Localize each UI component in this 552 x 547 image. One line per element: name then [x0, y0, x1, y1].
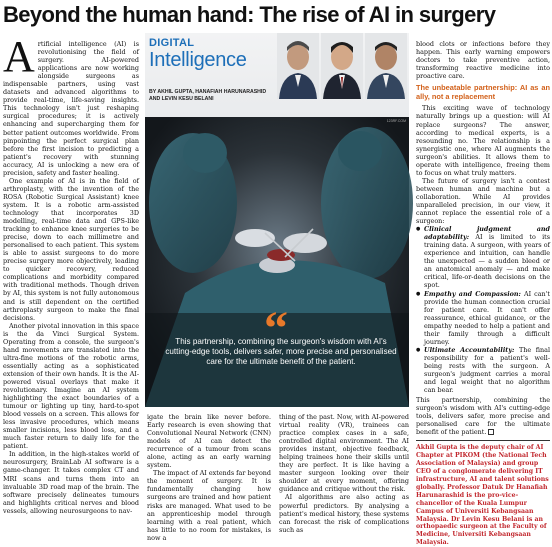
bullet-list [416, 225, 550, 394]
end-mark-icon [488, 429, 494, 435]
paragraph: thing of the past. Now, with AI-powered virtual reality (VR), trainees can practice complex cases in a safe, controlled digital environment. The AI provides instant, objective feedback, helping trainees hone their skills until they are perfect. It is like having a master surgeon looking over their shoulder at every moment, offering guidance and critique without the risk. [279, 413, 409, 494]
author-portrait [277, 33, 319, 99]
paragraph: One example of AI is in the field of arthroplasty, with the invention of the ROSA (Robotic Surgical Assistant) knee system. It is a robotic arm-assisted technology that incorporates 3D modelling, real-time data and GPS-like tracking to enhance knee surgeries to be precise, down to each millimetre and personalised to each patient. This system is able to assist surgeons to do more precise surgery more objectively, leading to quicker recovery, reduced complications and morbidity compared with traditional methods. Though driven by AI, this system is not fully autonomous and is still dependent on the certified arthroplasty surgeon to make the final decisions. [3, 176, 139, 322]
paragraph: blood clots or infections before they happen. This early warning empowers doctors to take preventive action, transforming reactive medicine into proactive care. [416, 40, 550, 81]
article-column-3 [279, 413, 409, 534]
paragraph: Artificial intelligence (AI) is revolutionising the field of surgery. AI-powered applications are now working alongside surgeons as indispensable partners, using vast datasets and advanced algorithms to provide real-time, life-saving insights. This technology isn't just reshaping surgical procedures; it is actively enhancing and supercharging them for better patient outcomes worldwide. From pinpointing the perfect surgical plan before the first incision to predicting a patient's recovery with stunning accuracy, AI is unlocking a new era of precision, safety and faster healing. [3, 32, 139, 177]
author-portrait [365, 33, 407, 99]
paragraph: Another pivotal innovation in this space is the da Vinci Surgical System. Operating from a console, the surgeon's hand movements are translated into the ultra-fine motions of the robotic arms, essentially acting as a sophisticated extension of their own hands. It is the AI-powered visual overlays that make it revolutionary. Imagine an AI system highlighting the exact boundaries of a tumour or lighting up tiny, hard-to-spot blood vessels on a screen. This allows for less invasive procedures, which means smaller incisions, less blood loss, and a much faster return to daily life for the patient. [3, 321, 139, 451]
list-item: ● Ultimate Accountability: The final responsibility for a patient's well-being rests with the surgeon. A surgeon's judgment carries a moral and legal weight that no algorithm can bear. [416, 346, 550, 394]
pull-quote: This partnership, combining the surgeon's wisdom with AI's cutting-edge tools, delivers safer, more precise and personalised care for the ultimate benefit of the patient. [165, 337, 397, 367]
list-item: ● Empathy and Compassion: AI can't provide the human connection crucial for patient care. It can't offer reassurance, ethical guidance, or the empathy needed to help a patient and their family through a difficult journey. [416, 290, 550, 346]
paragraph: In addition, in the high-stakes world of neurosurgery, BrainLab AI software is a game-changer. It takes complex CT and MRI scans and turns them into an invaluable 3D road map of the brain. The software precisely delineates tumours and highlights critical nerves and blood vessels, allowing neurosurgeons to nav- [3, 450, 139, 515]
paragraph: igate the brain like never before. Early research is even showing that Convolutional Neural Network (CNN) models of AI can detect the recurrence of a tumour from scans alone, acting as an early warning system. [147, 413, 271, 470]
image-credit: 123RF.COM [386, 119, 406, 123]
surgery-photo [145, 33, 409, 407]
paragraph: The future of surgery isn't a contest between human and machine but a collaboration. While AI provides unparalleled precision, in our view, it cannot replace the essential role of a surgeon: [416, 176, 550, 226]
quote-mark-icon: “ [264, 302, 288, 355]
article-column-2 [147, 413, 271, 542]
paragraph: AI algorithms are also acting as powerful predictors. By analysing a patient's medical history, these systems can forecast the risk of complications such as [279, 493, 409, 534]
author-portrait [321, 33, 363, 99]
column-title: Intelligence [149, 49, 247, 71]
byline: BY AKHIL GUPTA, HANAFIAH HARUNARASHID AND LEVIN KESU BELANI [149, 89, 267, 102]
column-header [145, 33, 409, 117]
dropcap: A [3, 32, 35, 81]
paragraph: This exciting wave of technology naturally brings up a question: will AI replace surgeons? The answer, according to medical experts, is a resounding no. The relationship is a synergistic one, where AI augments the surgeon's abilities. It allows them to operate with intelligence, freeing them to focus on what truly matters. [416, 104, 550, 177]
subheading: The unbeatable partnership: AI as an ally, not a replacement [416, 83, 550, 101]
paragraph: The impact of AI extends far beyond the moment of surgery. It is fundamentally changing how surgeons are trained and how patient risks are managed. What used to be an apprenticeship model through learning with a real patient, which has little to no room for mistakes, is now a [147, 469, 271, 542]
headline: Beyond the human hand: The rise of AI in surgery [3, 2, 496, 27]
article-column-4 [416, 40, 550, 547]
column-title-small: DIGITAL [149, 37, 195, 49]
list-item: ● Clinical judgment and adaptability: AI is limited to its training data. A surgeon, with years of experience and intuition, can handle the unexpected — a sudden bleed or an anatomical anomaly — and make critical, life-or-death decisions on the spot. [416, 225, 550, 289]
article-column-1 [3, 32, 139, 515]
paragraph: This partnership, combining the surgeon's wisdom with AI's cutting-edge tools, delivers safer, more precise and personalised care for the ultimate benefit of the patient. [416, 396, 550, 437]
author-bio: Akhil Gupta is the deputy chair of AI Chapter at PIKOM (the National Tech Association of Malaysia) and group CEO of a conglomerate delivering IT infrastructure, AI and talent solutions globally. Professor Datuk Dr Hanafiah Harunarashid is the pro-vice-chancellor of the Kuala Lumpur Campus of Universiti Kebangsaan Malaysia. Dr Levin Kesu Belani is an orthopaedic surgeon at the Faculty of Medicine, Universiti Kebangsaan Malaysia. [416, 440, 550, 547]
